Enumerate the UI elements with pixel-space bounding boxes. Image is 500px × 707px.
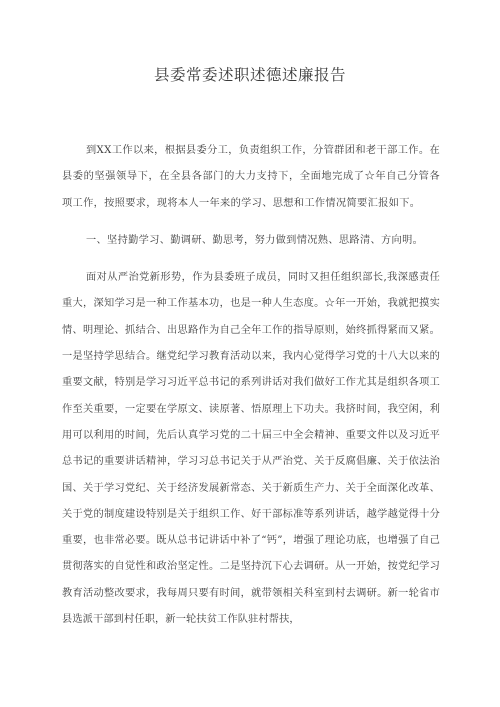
section-heading-paragraph: 一、坚持勤学习、勤调研、勤思考，努力做到情况熟、思路清、方向明。 [85,234,424,246]
intro-paragraph: 到XX工作以来，根据县委分工，负责组织工作，分管群团和老干部工作。在县委的坚强领导下，在全县各部门的大力支持下，全面地完成了☆年自己分管各项工作，按照要求，现将本人一年来的学习、思想和工作情况简要汇报如下。 [62,145,440,209]
document-title: 县委常委述职述德述廉报告 [153,66,346,84]
paragraph-gap [62,254,440,265]
document-body [62,138,440,633]
paragraph-gap [62,217,440,228]
body-paragraph: 面对从严治党新形势，作为县委班子成员，同时又担任组织部长,我深感责任重大，深知学习是一种工作基本功，也是一种人生态度。☆年一开始，我就把摸实情、明理论、抓结合、出思路作为自己全年工作的指导原则，始终抓得紧而又紧。一是坚持学思结合。继党纪学习教育活动以来，我内心觉得学习党的十八大以来的重要文献，特别是学习习近平总书记的系列讲话对我们做好工作尤其是组织各项工作至关重要，一定要在学原文、读原著、悟原理上下功夫。我挤时间，我空闲，利用可以利用的时间，先后认真学习党的二十届三中全会精神、重要文件以及习近平总书记的重要讲话精神，学习习总书记关于从严治党、关于反腐倡廉、关于依法治国、关于学习党纪、关于经济发展新常态、关于新质生产力、关于全面深化改革、关于党的制度建设特别是关于组织工作、好干部标准等系列讲话，越学越觉得十分重要，也非常必要。既从总书记讲话中补了“钙”，增强了理论功底，也增强了自己贯彻落实的自觉性和政治坚定性。二是坚持沉下心去调研。从一开始，按党纪学习教育活动整改要求，我每周只要有时间，就带领相关科室到村去调研。新一轮省市县选派干部到村任职，新一轮扶贫工作队驻村帮扶， [62,272,440,626]
